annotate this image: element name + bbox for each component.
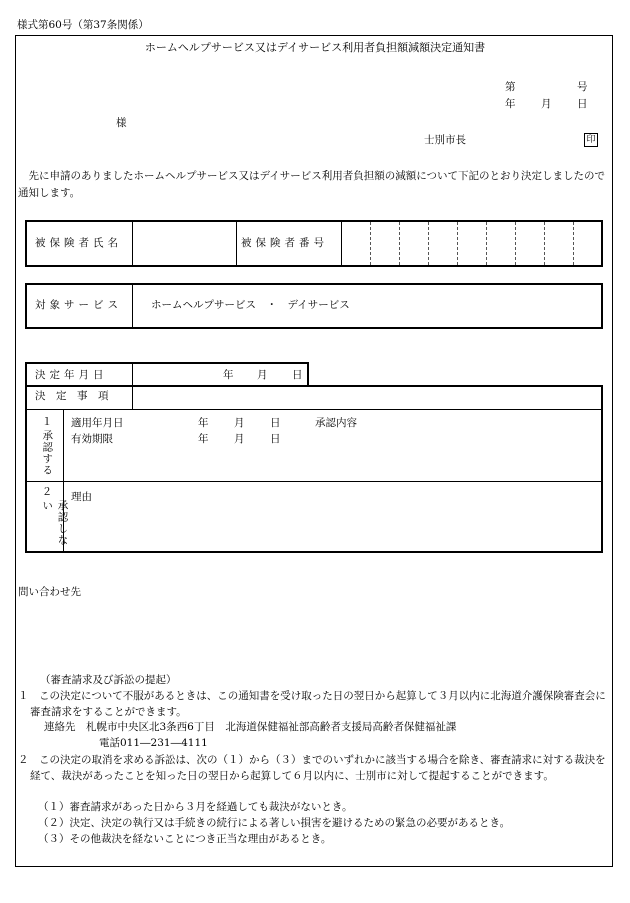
- valid-year: 年: [198, 433, 209, 445]
- valid-until-label: 有効期限: [71, 433, 113, 445]
- decision-item-label: 決 定 事 項: [35, 390, 109, 402]
- notes-item-1: １ この決定について不服があるときは、この通知書を受け取った日の翌日から起算して３月以内に北海道介護保険審査会に審査請求をすることができます。: [18, 690, 606, 718]
- notes-sub-2: （２）決定、決定の執行又は手続きの続行による著しい損害を避けるための緊急の必要があるとき。: [38, 817, 511, 829]
- applied-year: 年: [198, 417, 209, 429]
- applied-day: 日: [270, 417, 281, 429]
- insured-number-label: 被保険者番号: [241, 236, 328, 249]
- valid-month: 月: [234, 433, 245, 445]
- service-label: 対象サービス: [35, 299, 122, 312]
- decision-month: 月: [257, 368, 268, 381]
- service-table: [25, 283, 603, 329]
- applied-month: 月: [234, 417, 245, 429]
- approve-number: １: [41, 416, 53, 428]
- date-year-label: 年: [505, 98, 516, 110]
- decision-year: 年: [223, 368, 234, 381]
- notes-contact-line2: 電話011―231―4111: [99, 737, 208, 749]
- doc-number-go: 号: [577, 81, 588, 93]
- addressee-suffix: 様: [116, 117, 127, 129]
- valid-day: 日: [270, 433, 281, 445]
- form-number: 様式第60号（第37条関係）: [17, 19, 149, 31]
- approval-content-label: 承認内容: [315, 417, 357, 429]
- applied-date-label: 適用年月日: [71, 417, 124, 429]
- date-day-label: 日: [577, 98, 588, 110]
- intro-text: 先に申請のありましたホームヘルプサービス又はデイサービス利用者負担額の減額について下記のとおり決定しましたので通知します。: [18, 170, 606, 199]
- reject-label: 承認しない: [41, 500, 69, 546]
- issuer-name: 士別市長: [424, 134, 466, 146]
- notes-sub-3: （３）その他裁決を経ないことにつき正当な理由があるとき。: [38, 833, 332, 845]
- date-month-label: 月: [541, 98, 552, 110]
- notes-item-2: ２ この決定の取消を求める訴訟は、次の（１）から（３）までのいずれかに該当する場合を除き、審査請求に対する裁決を経て、裁決があったことを知った日の翌日から起算して６月以内に、士別市に対して提起することができます。: [18, 754, 606, 782]
- insured-name-label: 被保険者氏名: [35, 236, 122, 249]
- contact-label: 問い合わせ先: [18, 586, 81, 598]
- insured-table: [25, 220, 603, 267]
- notes-contact-line1: 連絡先 札幌市中央区北3条西6丁目 北海道保健福祉部高齢者支援局高齢者保健福祉課: [44, 721, 457, 733]
- notes-heading: （審査請求及び訴訟の提起）: [40, 674, 177, 686]
- doc-number-dai: 第: [505, 81, 516, 93]
- notes-sub-1: （１）審査請求があった日から３月を経過しても裁決がないとき。: [38, 801, 353, 813]
- decision-table: [25, 385, 603, 553]
- reason-label: 理由: [71, 491, 92, 503]
- reject-number: ２: [41, 486, 53, 498]
- decision-day: 日: [292, 368, 303, 381]
- document-title: ホームヘルプサービス又はデイサービス利用者負担額減額決定通知書: [144, 41, 486, 54]
- decision-date-row: [25, 362, 309, 387]
- service-value: ホームヘルプサービス ・ デイサービス: [151, 299, 350, 312]
- decision-date-label: 決定年月日: [35, 368, 108, 381]
- approve-label: 承認する: [41, 430, 54, 476]
- seal-mark: 印: [584, 133, 598, 147]
- insured-name-field[interactable]: [134, 222, 237, 265]
